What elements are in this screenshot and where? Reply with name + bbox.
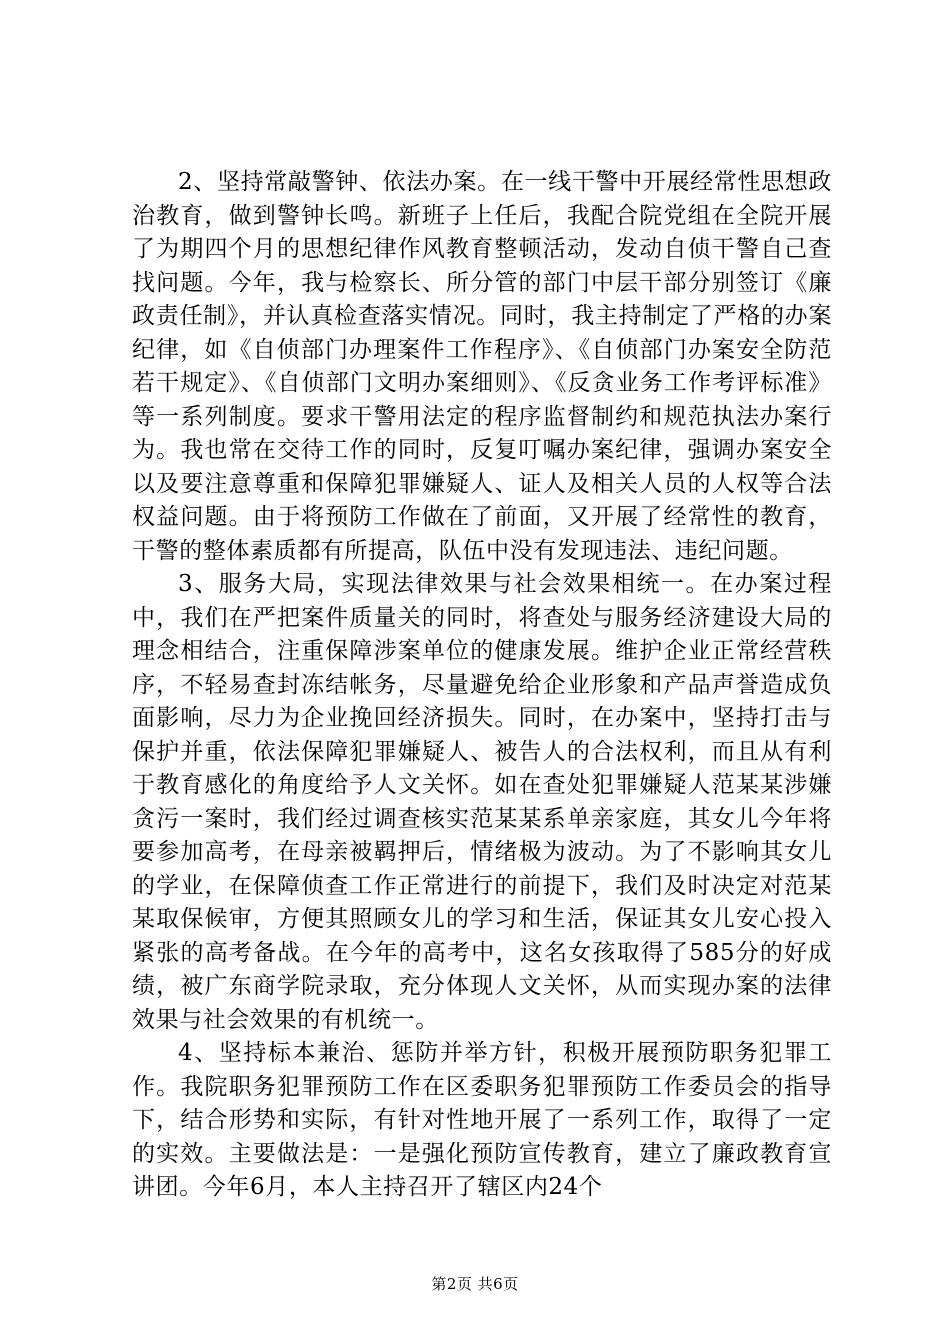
paragraph-4: 4、坚持标本兼治、惩防并举方针，积极开展预防职务犯罪工作。我院职务犯罪预防工作在区委职务犯罪预防工作委员会的指导下，结合形势和实际，有针对性地开展了一系列工作，取得了一定的实效。主要做法是：一是强化预防宣传教育，建立了廉政教育宣讲团。今年6月，本人主持召开了辖区内24个 <box>132 1040 832 1200</box>
paragraph-2: 2、坚持常敲警钟、依法办案。在一线干警中开展经常性思想政治教育，做到警钟长鸣。新班子上任后，我配合院党组在全院开展了为期四个月的思想纪律作风教育整顿活动，发动自侦干警自己查找问题。今年，我与检察长、所分管的部门中层干部分别签订《廉政责任制》，并认真检查落实情况。同时，我主持制定了严格的办案纪律，如《自侦部门办理案件工作程序》、《自侦部门办案安全防范若干规定》、《自侦部门文明办案细则》、《反贪业务工作考评标准》等一系列制度。要求干警用法定的程序监督制约和规范执法办案行为。我也常在交待工作的同时，反复叮嘱办案纪律，强调办案安全以及要注意尊重和保障犯罪嫌疑人、证人及相关人员的人权等合法权益问题。由于将预防工作做在了前面，又开展了经常性的教育，干警的整体素质都有所提高，队伍中没有发现违法、违纪问题。 <box>132 169 832 564</box>
document-body <box>132 166 832 1205</box>
paragraph-3: 3、服务大局，实现法律效果与社会效果相统一。在办案过程中，我们在严把案件质量关的同时，将查处与服务经济建设大局的理念相结合，注重保障涉案单位的健康发展。维护企业正常经营秩序，不轻易查封冻结帐务，尽量避免给企业形象和产品声誉造成负面影响，尽力为企业挽回经济损失。同时，在办案中，坚持打击与保护并重，依法保障犯罪嫌疑人、被告人的合法权利，而且从有利于教育感化的角度给予人文关怀。如在查处犯罪嫌疑人范某某涉嫌贪污一案时，我们经过调查核实范某某系单亲家庭，其女儿今年将要参加高考，在母亲被羁押后，情绪极为波动。为了不影响其女儿的学业，在保障侦查工作正常进行的前提下，我们及时决定对范某某取保候审，方便其照顾女儿的学习和生活，保证其女儿安心投入紧张的高考备战。在今年的高考中，这名女孩取得了585分的好成绩，被广东商学院录取，充分体现人文关怀，从而实现办案的法律效果与社会效果的有机统一。 <box>132 571 832 1033</box>
page-footer: 第2页 共6页 <box>431 1275 519 1293</box>
